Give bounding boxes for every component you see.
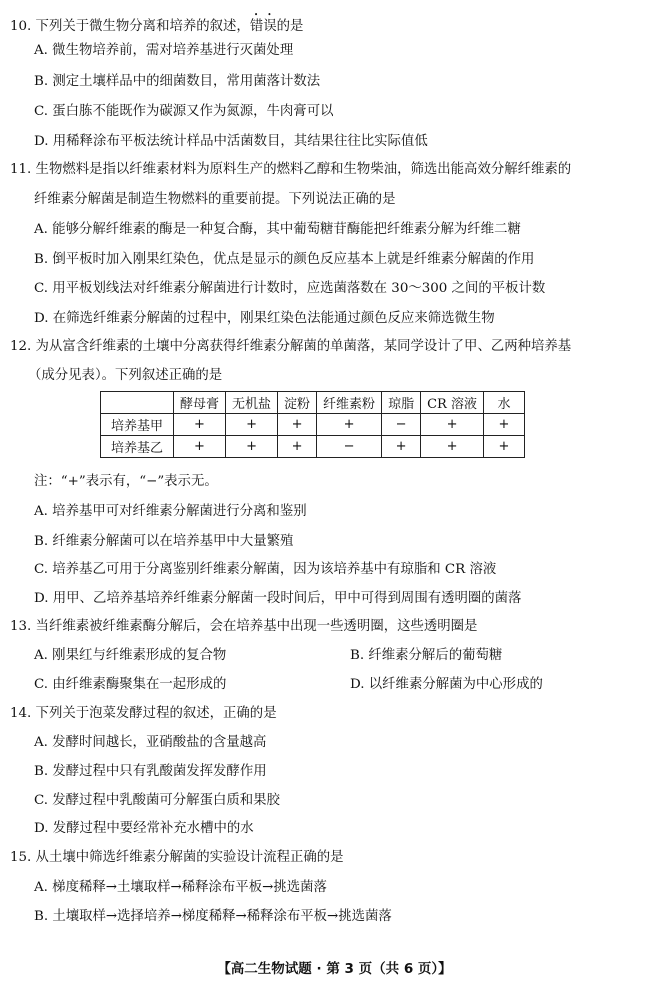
q12-stem-line1: 12. 为从富含纤维素的土壤中分离获得纤维素分解菌的单菌落，某同学设计了甲、乙两种培养基 [10,339,572,354]
q14-option-a: A. 发酵时间越长，亚硝酸盐的含量越高 [34,735,267,750]
media-table [100,391,525,458]
page-footer: 【高二生物试题 · 第 3 页（共 6 页）】 [217,961,452,977]
q11-stem-line2: 纤维素分解菌是制造生物燃料的重要前提。下列说法正确的是 [34,192,396,207]
q12-option-b: B. 纤维素分解菌可以在培养基甲中大量繁殖 [34,534,294,549]
table-cell: + [382,436,421,458]
q15-stem: 15. 从土壤中筛选纤维素分解菌的实验设计流程正确的是 [10,850,344,865]
q14-option-d: D. 发酵过程中要经常补充水槽中的水 [34,821,254,836]
q10-stem-emphasis: 错误 [249,19,277,34]
table-cell: + [174,436,226,458]
q12-table-note: 注：“+”表示有，“−”表示无。 [34,474,218,489]
q12-option-c: C. 培养基乙可用于分离鉴别纤维素分解菌，因为该培养基中有琼脂和 CR 溶液 [34,562,497,577]
q10-option-a: A. 微生物培养前，需对培养基进行灭菌处理 [34,43,294,58]
table-cell: + [226,436,278,458]
table-cell: + [278,436,317,458]
q13-option-b: B. 纤维素分解后的葡萄糖 [350,648,503,663]
q11-stem-line1: 11. 生物燃料是指以纤维素材料为原料生产的燃料乙醇和生物柴油，筛选出能高效分解纤维素的 [10,162,572,177]
q15-option-a: A. 梯度稀释→土壤取样→稀释涂布平板→挑选菌落 [34,880,327,895]
table-header-cell: CR 溶液 [421,392,484,414]
q10-option-c: C. 蛋白胨不能既作为碳源又作为氮源，牛肉膏可以 [34,104,334,119]
q13-option-c: C. 由纤维素酶聚集在一起形成的 [34,677,227,692]
table-header-cell: 淀粉 [278,392,317,414]
table-header-cell [101,392,174,414]
table-header-cell: 纤维素粉 [317,392,382,414]
table-header-row [101,392,525,414]
q12-option-a: A. 培养基甲可对纤维素分解菌进行分离和鉴别 [34,504,307,519]
q10-option-b: B. 测定土壤样品中的细菌数目，常用菌落计数法 [34,74,321,89]
table-row-label: 培养基甲 [101,414,174,436]
q10-stem [10,11,659,36]
q14-option-b: B. 发酵过程中只有乳酸菌发挥发酵作用 [34,764,267,779]
table-cell: + [226,414,278,436]
table-header-cell: 水 [483,392,524,414]
q11-option-d: D. 在筛选纤维素分解菌的过程中，刚果红染色法能通过颜色反应来筛选微生物 [34,311,495,326]
table-cell: + [278,414,317,436]
table-header-cell: 无机盐 [226,392,278,414]
q11-option-c: C. 用平板划线法对纤维素分解菌进行计数时，应选菌落数在 30～300 之间的平板计数 [34,281,546,296]
q13-option-d: D. 以纤维素分解菌为中心形成的 [350,677,543,692]
table-cell: + [317,414,382,436]
q11-option-b: B. 倒平板时加入刚果红染色，优点是显示的颜色反应基本上就是纤维素分解菌的作用 [34,252,535,267]
table-cell: − [317,436,382,458]
q15-option-b: B. 土壤取样→选择培养→梯度稀释→稀释涂布平板→挑选菌落 [34,909,392,924]
table-row-label: 培养基乙 [101,436,174,458]
table-cell: + [483,436,524,458]
table-cell: + [421,414,484,436]
table-cell: + [174,414,226,436]
q12-option-d: D. 用甲、乙培养基培养纤维素分解菌一段时间后，甲中可得到周围有透明圈的菌落 [34,591,522,606]
table-cell: + [421,436,484,458]
q10-stem-tail: 的是 [276,19,304,34]
q14-stem: 14. 下列关于泡菜发酵过程的叙述，正确的是 [10,706,277,721]
q12-stem-line2: （成分见表）。下列叙述正确的是 [28,368,223,383]
q10-option-d: D. 用稀释涂布平板法统计样品中活菌数目，其结果往往比实际值低 [34,134,428,149]
table-header-cell: 琼脂 [382,392,421,414]
q13-option-a: A. 刚果红与纤维素形成的复合物 [34,648,227,663]
q11-option-a: A. 能够分解纤维素的酶是一种复合酶，其中葡萄糖苷酶能把纤维素分解为纤维二糖 [34,222,521,237]
table-header-cell: 酵母膏 [174,392,226,414]
q10-stem-text: 10. 下列关于微生物分离和培养的叙述， [10,19,250,34]
table-cell: − [382,414,421,436]
q13-stem: 13. 当纤维素被纤维素酶分解后，会在培养基中出现一些透明圈，这些透明圈是 [10,619,478,634]
q14-option-c: C. 发酵过程中乳酸菌可分解蛋白质和果胶 [34,793,280,808]
table-row [101,436,525,458]
table-cell: + [483,414,524,436]
table-row [101,414,525,436]
